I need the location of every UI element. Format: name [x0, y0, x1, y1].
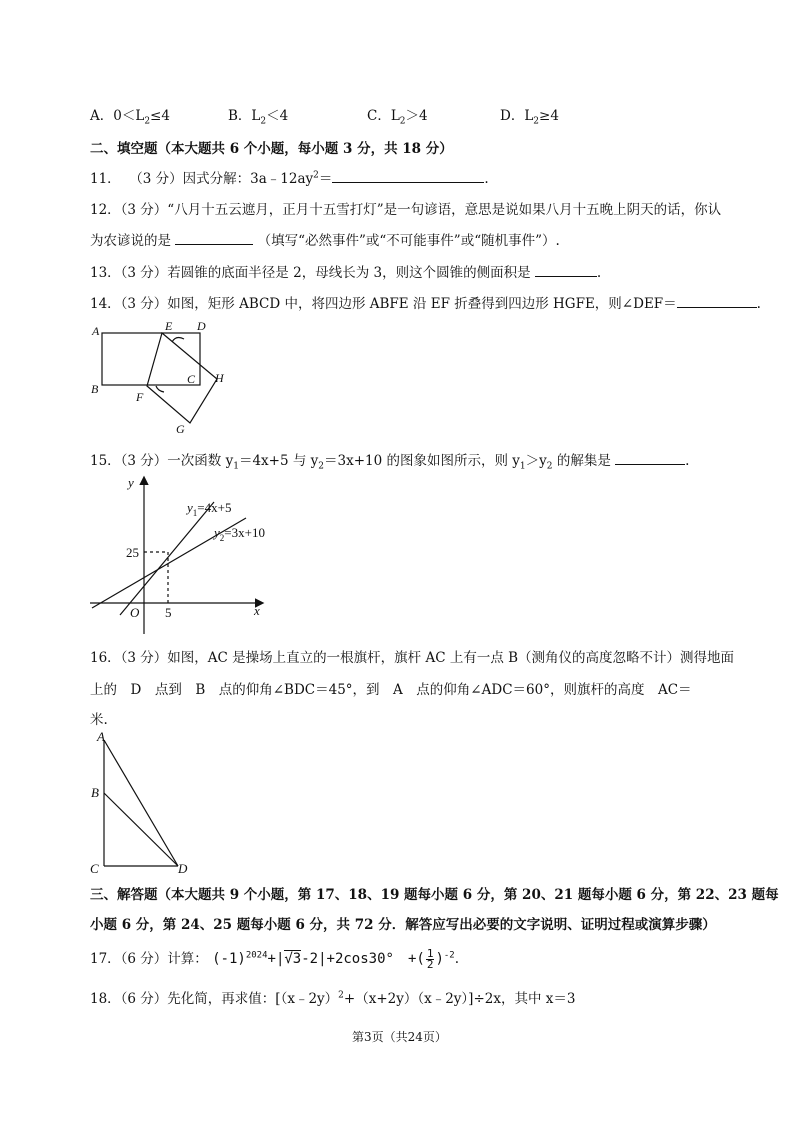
answer-blank-14[interactable]: [677, 295, 757, 308]
question-17: 17．（6 分）计算： $(-1)^{2024}+|√3-2|+2\cos 30^\circ$ +( $\frac{1}{2}$ )$^{-2}$.: [90, 946, 460, 971]
option-c: C．$L_2>4$: [367, 108, 428, 127]
question-15: 15．（3 分）一次函数 $y_1=4x+5$ 与 $y_2=3x+10$ 的图象如图所示，则 $y_1>y_2$ 的解集是 .: [90, 453, 690, 472]
figure-16-flagpole: [86, 728, 196, 876]
question-11: 11． （3 分）因式分解：$3a﹣12ay^2=$ .: [90, 170, 489, 187]
section3-heading-line2: 小题 6 分，第 24、25 题每小题 6 分，共 72 分．解答应写出必要的文字说明、证明过程或演算步骤）: [90, 917, 716, 933]
line-ad: [104, 740, 178, 866]
line-y2: [92, 518, 246, 608]
answer-blank-15[interactable]: [615, 452, 685, 465]
question-18: 18．（6 分）先化简，再求值：[（x﹣2y）$^2$+（x+2y）（x﹣2y）]÷2x，其中 x＝3: [90, 990, 576, 1007]
fraction-one-half: $\frac{1}{2}$: [426, 946, 434, 971]
question-14: 14．（3 分）如图，矩形 ABCD 中，将四边形 ABFE 沿 EF 折叠得到四边形 HGFE，则∠DEF＝ .: [90, 296, 761, 312]
label-a: A: [97, 729, 105, 744]
section2-heading: 二、填空题（本大题共 6 个小题，每小题 3 分，共 18 分）: [90, 141, 453, 157]
rectangle-abcd: [102, 333, 200, 385]
label-a: A: [92, 324, 100, 338]
label-c: C: [187, 372, 196, 386]
line-y2-label: $y_2=3x+10$: [214, 525, 265, 543]
label-e: E: [165, 319, 173, 333]
label-b: B: [91, 785, 99, 800]
label-f: F: [136, 390, 144, 404]
label-g: G: [176, 422, 185, 436]
section3-heading-line1: 三、解答题（本大题共 9 个小题，第 17、18、19 题每小题 6 分，第 20、21 题每小题 6 分，第 22、23 题每: [90, 887, 779, 903]
x-tick-5: 5: [165, 605, 172, 620]
figure-14-fold-diagram: [86, 315, 236, 440]
option-d: D．$L_2\ge 4$: [500, 108, 559, 127]
label-h: H: [215, 371, 224, 385]
figure-15-linear-functions: [86, 470, 296, 638]
folded-quad-hgfe: [147, 333, 217, 423]
x-axis-label: x: [254, 603, 260, 618]
question-16-line3: 米.: [90, 712, 108, 728]
option-b: B．$L_2<4$: [228, 108, 289, 127]
question-16-line1: 16．（3 分）如图，AC 是操场上直立的一根旗杆，旗杆 AC 上有一点 B（测角仪的高度忽略不计）测得地面: [90, 650, 735, 666]
y-tick-25: 25: [126, 545, 139, 560]
angle-mark-f: [156, 386, 164, 392]
answer-blank-12[interactable]: [175, 232, 253, 245]
origin-label: O: [130, 605, 140, 620]
answer-blank-13[interactable]: [535, 264, 597, 277]
question-16-line2: 上的 D 点到 B 点的仰角∠BDC＝45°，到 A 点的仰角∠ADC＝60°，则旗杆的高度 AC＝: [90, 682, 692, 698]
question-12-line2: 为农谚说的是 （填写“必然事件”或“不可能事件”或“随机事件”）.: [90, 233, 560, 249]
answer-blank-11[interactable]: [332, 170, 484, 183]
angle-mark-e: [172, 338, 184, 342]
line-y1-label: $y_1=4x+5$: [187, 500, 232, 518]
question-12-line1: 12．（3 分）“八月十五云遮月，正月十五雪打灯”是一句谚语，意思是说如果八月十五晚上阴天的话，你认: [90, 202, 722, 218]
y-axis-label: y: [128, 475, 134, 490]
label-d: D: [178, 861, 188, 876]
option-a: A．$0<L_2\le 4$: [90, 108, 170, 127]
page-footer: 第3页（共24页）: [352, 1030, 447, 1044]
label-d: D: [197, 319, 206, 333]
question-13: 13．（3 分）若圆锥的底面半径是 2，母线长为 3，则这个圆锥的侧面积是 .: [90, 265, 602, 281]
label-b: B: [91, 382, 99, 396]
label-c: C: [90, 861, 99, 876]
